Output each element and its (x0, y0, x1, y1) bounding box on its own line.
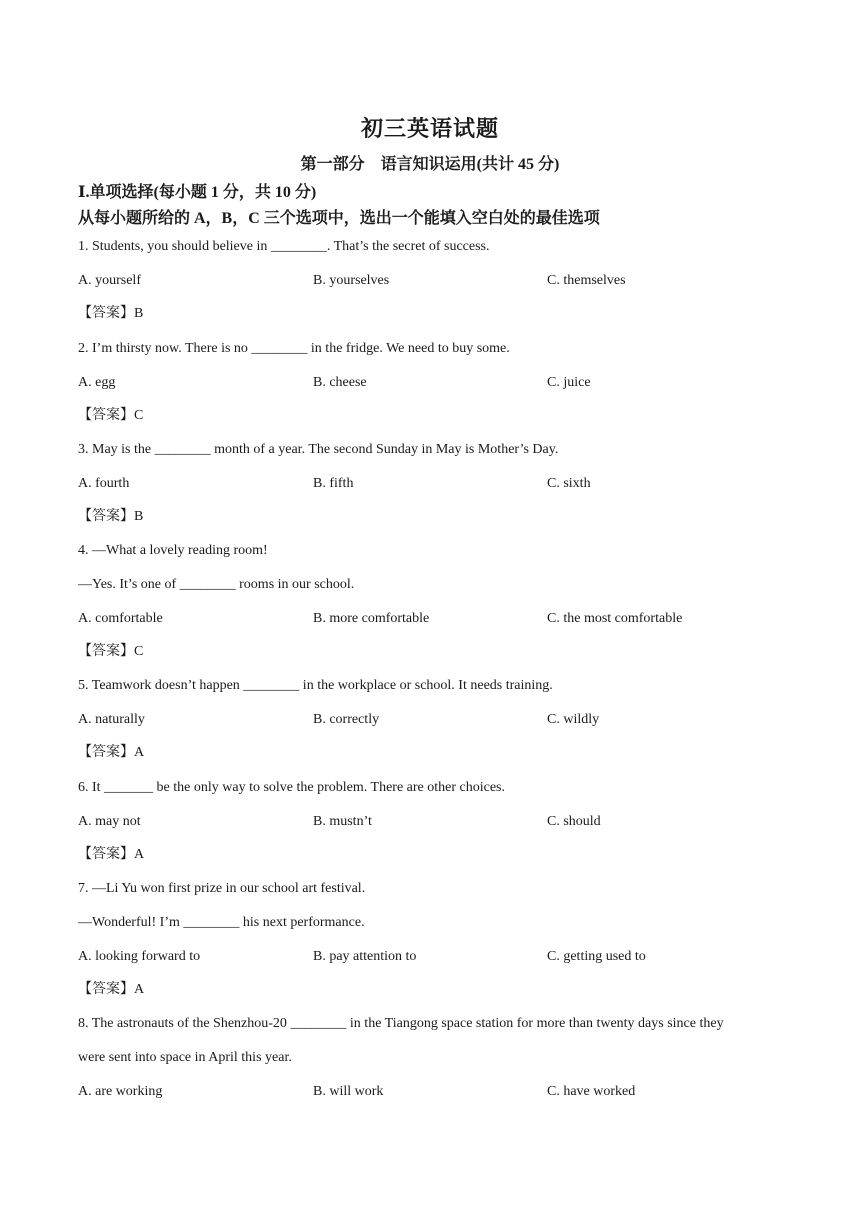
question-5-option-c: C. wildly (547, 712, 600, 727)
section-instructions: 从每小题所给的 A，B，C 三个选项中，选出一个能填入空白处的最佳选项 (78, 210, 600, 227)
question-7-option-b: B. pay attention to (313, 949, 417, 964)
question-6-answer: 【答案】A (78, 847, 145, 862)
question-1-text: 1. Students, you should believe in ________. That’s the secret of success. (78, 239, 490, 254)
question-2-text: 2. I’m thirsty now. There is no ________ in the fridge. We need to buy some. (78, 341, 510, 356)
question-8-text-line-2: were sent into space in April this year. (78, 1050, 292, 1065)
question-8-option-b: B. will work (313, 1084, 384, 1099)
question-1-option-a: A. yourself (78, 273, 141, 288)
question-5-answer: 【答案】A (78, 745, 145, 760)
question-6-option-a: A. may not (78, 814, 141, 829)
question-3-option-c: C. sixth (547, 476, 591, 491)
question-6-option-b: B. mustn’t (313, 814, 372, 829)
question-7-option-a: A. looking forward to (78, 949, 201, 964)
question-7-text: 7. —Li Yu won first prize in our school art festival. (78, 881, 366, 896)
section-heading: Ⅰ.单项选择(每小题 1 分，共 10 分) (78, 184, 317, 201)
question-7-answer: 【答案】A (78, 982, 145, 997)
question-1-option-b: B. yourselves (313, 273, 390, 288)
question-4-option-b: B. more comfortable (313, 611, 430, 626)
question-4-option-a: A. comfortable (78, 611, 163, 626)
exam-title: 初三英语试题 (360, 116, 499, 141)
question-2-option-b: B. cheese (313, 375, 367, 390)
question-6-option-c: C. should (547, 814, 601, 829)
question-4-option-c: C. the most comfortable (547, 611, 683, 626)
question-7-text-line-2: —Wonderful! I’m ________ his next performance. (78, 915, 365, 930)
question-4-text: 4. —What a lovely reading room! (78, 543, 268, 558)
question-2-answer: 【答案】C (78, 408, 144, 423)
question-3-option-a: A. fourth (78, 476, 130, 491)
question-1-option-c: C. themselves (547, 273, 626, 288)
question-5-text: 5. Teamwork doesn’t happen ________ in the workplace or school. It needs training. (78, 678, 553, 693)
question-3-answer: 【答案】B (78, 509, 144, 524)
question-1-answer: 【答案】B (78, 306, 144, 321)
question-2-option-c: C. juice (547, 375, 591, 390)
question-8-option-c: C. have worked (547, 1084, 636, 1099)
question-6-text: 6. It _______ be the only way to solve the problem. There are other choices. (78, 780, 506, 795)
question-8-text: 8. The astronauts of the Shenzhou-20 ________ in the Tiangong space station for more than twenty days since they (78, 1016, 724, 1031)
question-7-option-c: C. getting used to (547, 949, 646, 964)
question-4-text-line-2: —Yes. It’s one of ________ rooms in our school. (78, 577, 355, 592)
question-4-answer: 【答案】C (78, 644, 144, 659)
question-5-option-a: A. naturally (78, 712, 145, 727)
question-5-option-b: B. correctly (313, 712, 380, 727)
question-2-option-a: A. egg (78, 375, 116, 390)
question-3-text: 3. May is the ________ month of a year. The second Sunday in May is Mother’s Day. (78, 442, 559, 457)
part-heading: 第一部分 语言知识运用(共计 45 分) (300, 156, 560, 173)
question-3-option-b: B. fifth (313, 476, 354, 491)
question-8-option-a: A. are working (78, 1084, 163, 1099)
